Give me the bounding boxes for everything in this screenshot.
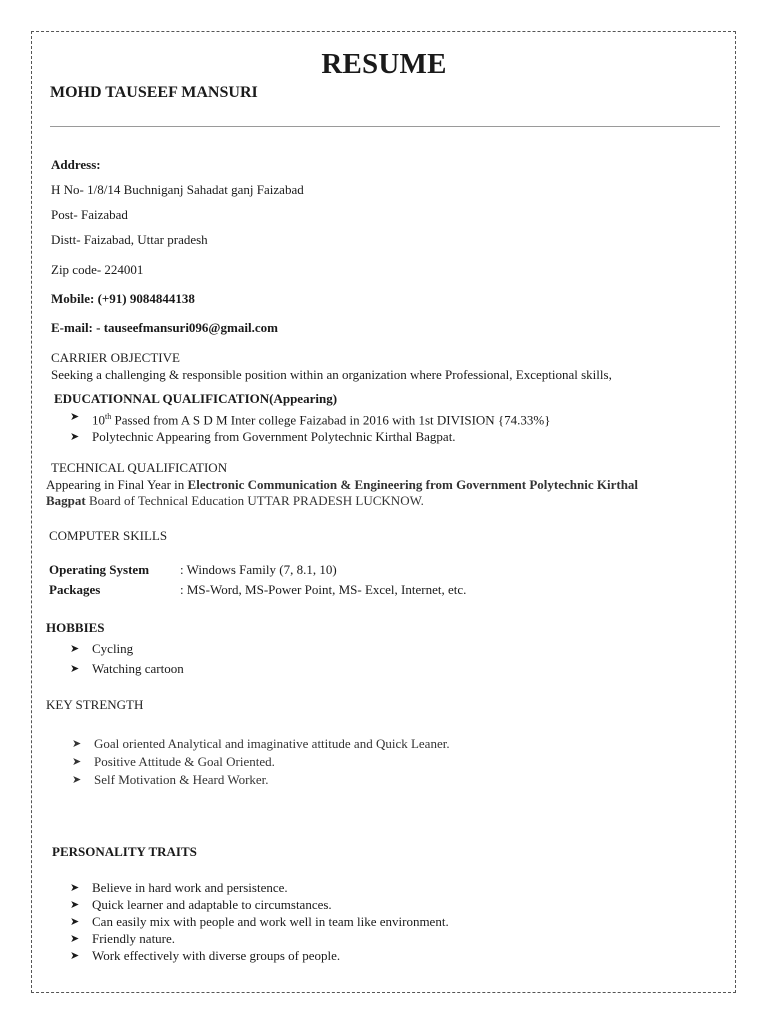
address-line-2: Post- Faizabad xyxy=(51,207,128,222)
arrowhead-bullet-icon: ➤ xyxy=(70,915,80,928)
list-item: ➤ Positive Attitude & Goal Oriented. xyxy=(72,754,275,769)
os-value: : Windows Family (7, 8.1, 10) xyxy=(180,562,337,577)
mobile-number: Mobile: (+91) 9084844138 xyxy=(51,291,195,306)
arrowhead-bullet-icon: ➤ xyxy=(70,949,80,962)
arrowhead-bullet-icon: ➤ xyxy=(70,410,80,423)
education-list xyxy=(70,408,551,445)
candidate-name: MOHD TAUSEEF MANSURI xyxy=(50,84,258,101)
arrowhead-bullet-icon: ➤ xyxy=(70,898,80,911)
list-item: ➤ Polytechnic Appearing from Government Polytechnic Kirthal Bagpat. xyxy=(70,429,456,445)
list-item: ➤ 10th Passed from A S D M Inter college Faizabad in 2016 with 1st DIVISION {74.33%} xyxy=(70,410,551,428)
list-item: ➤ Watching cartoon xyxy=(70,659,184,679)
arrowhead-bullet-icon: ➤ xyxy=(72,737,82,750)
arrowhead-bullet-icon: ➤ xyxy=(70,932,80,945)
computer-skills-heading: COMPUTER SKILLS xyxy=(49,528,168,543)
email-label: E-mail: - xyxy=(51,320,104,335)
hobbies-heading: HOBBIES xyxy=(46,620,105,635)
packages-value: : MS-Word, MS-Power Point, MS- Excel, Internet, etc. xyxy=(180,582,467,597)
list-item: ➤ Can easily mix with people and work well in team like environment. xyxy=(70,914,449,929)
list-item: ➤ Believe in hard work and persistence. xyxy=(70,880,288,895)
list-item: ➤ Friendly nature. xyxy=(70,931,176,946)
header-divider xyxy=(50,126,720,127)
packages-label: Packages xyxy=(49,582,101,597)
address-label: Address: xyxy=(51,157,101,172)
list-item: ➤ Goal oriented Analytical and imaginative attitude and Quick Leaner. xyxy=(72,736,450,751)
education-heading: EDUCATIONNAL QUALIFICATION(Appearing) xyxy=(54,391,338,406)
list-item: ➤ Cycling xyxy=(70,639,184,659)
resume-title: RESUME xyxy=(321,48,447,80)
address-line-1: H No- 1/8/14 Buchniganj Sahadat ganj Faizabad xyxy=(51,182,304,197)
email-line xyxy=(51,320,278,336)
technical-heading: TECHNICAL QUALIFICATION xyxy=(51,460,228,475)
objective-heading: CARRIER OBJECTIVE xyxy=(51,350,180,365)
email-address[interactable]: tauseefmansuri096@gmail.com xyxy=(103,320,278,335)
arrowhead-bullet-icon: ➤ xyxy=(70,881,80,894)
personality-traits-list xyxy=(70,879,449,964)
hobbies-list xyxy=(70,639,184,679)
arrowhead-bullet-icon: ➤ xyxy=(72,755,82,768)
personality-traits-heading: PERSONALITY TRAITS xyxy=(52,844,197,859)
arrowhead-bullet-icon: ➤ xyxy=(72,773,82,786)
arrowhead-bullet-icon: ➤ xyxy=(70,430,80,444)
key-strength-list xyxy=(72,735,450,789)
os-label: Operating System xyxy=(49,562,150,577)
list-item: ➤ Work effectively with diverse groups of people. xyxy=(70,948,341,963)
zip-code: Zip code- 224001 xyxy=(51,262,144,277)
arrowhead-bullet-icon: ➤ xyxy=(70,662,80,675)
key-strength-heading: KEY STRENGTH xyxy=(46,697,144,712)
arrowhead-bullet-icon: ➤ xyxy=(70,642,80,655)
list-item: ➤ Self Motivation & Heard Worker. xyxy=(72,772,269,787)
list-item: ➤ Quick learner and adaptable to circumstances. xyxy=(70,897,332,912)
objective-text: Seeking a challenging & responsible position within an organization where Professional, Exceptional skills, xyxy=(51,367,612,382)
technical-line-2: Bagpat Board of Technical Education UTTAR PRADESH LUCKNOW. xyxy=(46,493,424,508)
address-line-3: Distt- Faizabad, Uttar pradesh xyxy=(51,232,208,247)
technical-line-1: Appearing in Final Year in Electronic Communication & Engineering from Government Polytechnic Kirthal xyxy=(46,477,639,492)
